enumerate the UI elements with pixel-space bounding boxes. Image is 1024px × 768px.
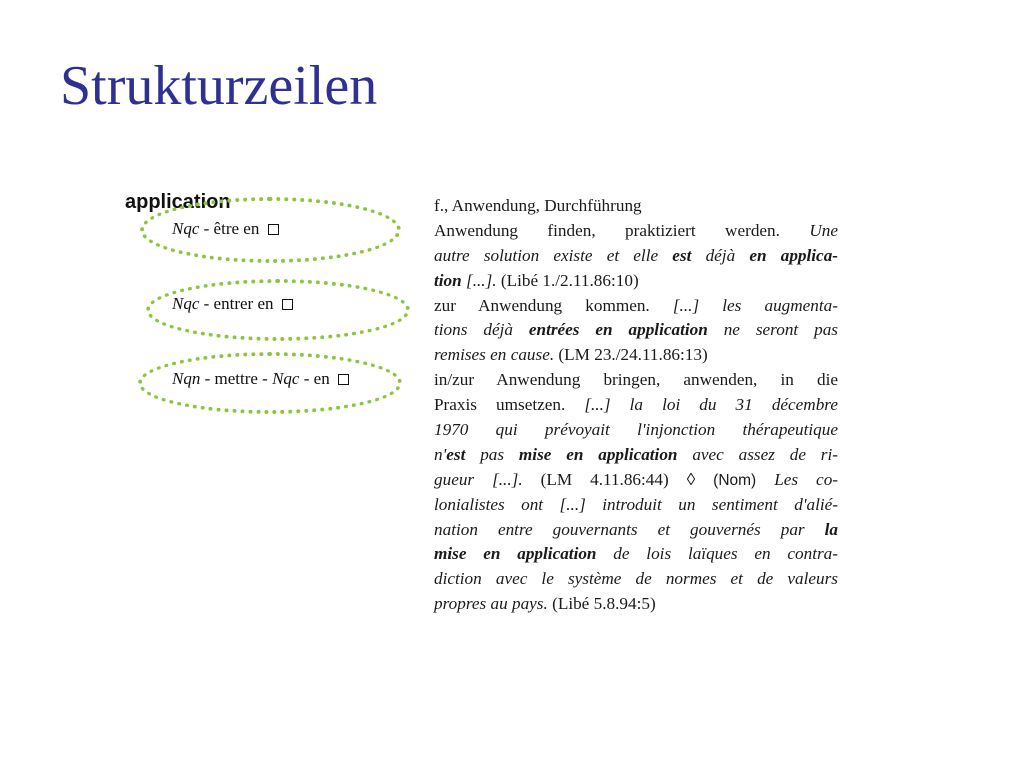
definition-segment: [...] la loi du 31 décembre: [584, 395, 838, 415]
definition-segment: diction avec le système de normes et de valeurs: [434, 569, 838, 589]
definition-segment: in/zur Anwendung bringen, anwenden, in die: [434, 370, 838, 390]
definition-segment: en applica-: [749, 245, 839, 265]
definition-line: [434, 244, 838, 269]
structure-verb: - mettre -: [200, 369, 273, 388]
definition-line: [434, 443, 838, 468]
definition-segment: mise en application: [518, 444, 678, 464]
definition-segment: (Nom): [713, 471, 757, 489]
definition-segment: [...] les augmenta-: [672, 295, 838, 315]
definition-segment: remises en cause.: [434, 345, 559, 365]
definition-line: [434, 368, 838, 393]
definition-segment: de lois laïques en contra-: [596, 544, 838, 564]
definition-line: [434, 393, 838, 418]
definition-segment: 1970 qui prévoyait l'injonction thérapeutique: [434, 420, 838, 440]
definition-segment: entrées en application: [528, 320, 708, 340]
slide-title: Strukturzeilen: [60, 55, 378, 117]
definition-line: [434, 343, 838, 368]
structure-noun-slot: Nqn: [172, 369, 201, 388]
structure-line-etre-en: [172, 220, 279, 237]
definition-segment: n': [434, 444, 447, 464]
blank-square-icon: [268, 224, 279, 235]
structure-line-mettre-en: [172, 370, 349, 387]
definition-line: [434, 219, 838, 244]
definition-segment: tion: [434, 270, 462, 290]
definition-line: [434, 294, 838, 319]
definition-segment: est: [672, 245, 692, 265]
structure-line-entrer-en: [172, 295, 293, 312]
definition-line: [434, 318, 838, 343]
definition-segment: f., Anwendung, Durchführung: [434, 196, 642, 215]
definition-line: [434, 468, 838, 493]
definition-segment: zur Anwendung kommen.: [434, 295, 673, 315]
definition-line: [434, 493, 838, 518]
definition-segment: [...].: [461, 270, 501, 290]
definition-line: [434, 518, 838, 543]
definition-line: [434, 567, 838, 592]
definition-segment: mise en application: [434, 544, 597, 564]
definition-segment: (Libé 5.8.94:5): [552, 594, 656, 614]
definition-segment: déjà: [691, 245, 750, 265]
entry-headword: application: [125, 191, 231, 213]
definition-segment: (LM 23./24.11.86:13): [558, 345, 708, 365]
structure-noun-slot: Nqc: [172, 219, 200, 238]
structure-noun-slot: Nqc: [272, 369, 300, 388]
definition-segment: nation entre gouvernants et gouvernés par: [434, 519, 825, 539]
structure-verb: - entrer en: [199, 294, 278, 313]
definition-line: [434, 592, 838, 617]
definition-line: [434, 542, 838, 567]
definition-segment: (LM 4.11.86:44) ◊: [540, 469, 714, 489]
definition-line: [434, 269, 838, 294]
blank-square-icon: [282, 299, 293, 310]
definition-segment: est: [446, 444, 466, 464]
definition-segment: avec assez de ri-: [677, 444, 838, 464]
definition-segment: Praxis umsetzen.: [434, 395, 585, 415]
structure-verb: - en: [299, 369, 334, 388]
definition-line: [434, 194, 838, 219]
structure-verb: - être en: [199, 219, 264, 238]
structure-noun-slot: Nqc: [172, 294, 200, 313]
definition-segment: pas: [465, 444, 519, 464]
definition-segment: (Libé 1./2.11.86:10): [500, 270, 639, 290]
definition-segment: Une: [809, 220, 838, 240]
definition-segment: gueur [...].: [434, 469, 541, 489]
definition-segment: la: [824, 519, 838, 539]
definition-text: [434, 194, 838, 617]
definition-line: [434, 418, 838, 443]
definition-segment: Anwendung finden, praktiziert werden.: [434, 220, 810, 240]
definition-segment: tions déjà: [434, 320, 529, 340]
definition-segment: ne seront pas: [707, 320, 838, 340]
definition-segment: autre solution existe et elle: [434, 245, 673, 265]
definition-segment: Les co-: [756, 469, 839, 489]
definition-segment: lonialistes ont [...] introduit un sentiment d'alié-: [434, 494, 838, 514]
definition-segment: propres au pays.: [434, 594, 553, 614]
blank-square-icon: [338, 374, 349, 385]
